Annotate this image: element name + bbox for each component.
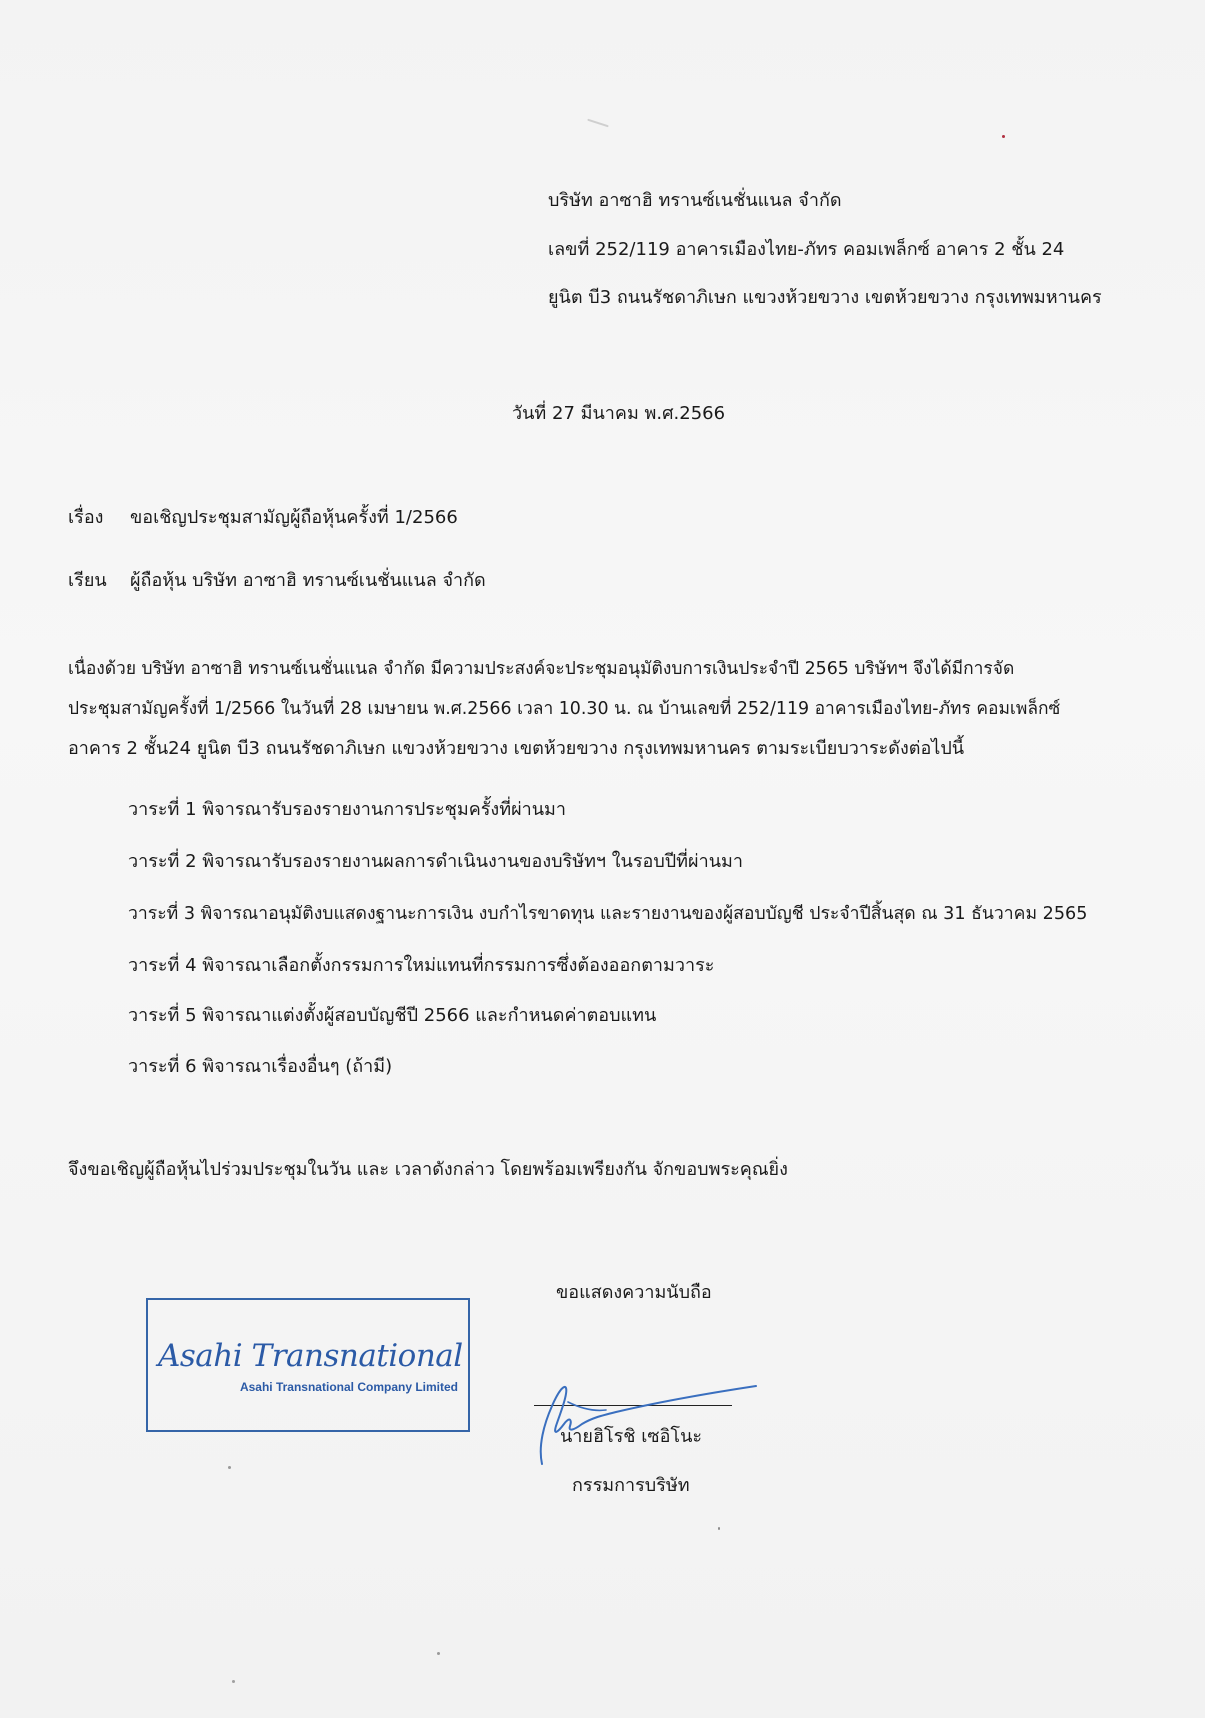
scan-speck <box>232 1680 235 1683</box>
recipient-label: เรียน <box>68 570 107 591</box>
company-name: บริษัท อาซาฮิ ทรานซ์เนชั่นแนล จำกัด <box>548 190 842 211</box>
stamp-company-name: Asahi Transnational <box>158 1338 463 1374</box>
recipient-line <box>68 570 486 592</box>
agenda-item-6: วาระที่ 6 พิจารณาเรื่องอื่นๆ (ถ้ามี) <box>128 1056 393 1077</box>
agenda-item-2: วาระที่ 2 พิจารณารับรองรายงานผลการดำเนินงานของบริษัทฯ ในรอบปีที่ผ่านมา <box>128 851 743 872</box>
address-line-2: ยูนิต บี3 ถนนรัชดาภิเษก แขวงห้วยขวาง เขตห้วยขวาง กรุงเทพมหานคร <box>548 287 1102 308</box>
letter-date: วันที่ 27 มีนาคม พ.ศ.2566 <box>512 403 726 424</box>
scan-speck <box>718 1527 720 1530</box>
scan-speck <box>1002 135 1005 138</box>
stamp-company-subtitle: Asahi Transnational Company Limited <box>239 1380 458 1394</box>
agenda-item-1: วาระที่ 1 พิจารณารับรองรายงานการประชุมครั้งที่ผ่านมา <box>128 799 567 820</box>
signature-icon <box>520 1366 770 1476</box>
subject-text: ขอเชิญประชุมสามัญผู้ถือหุ้นครั้งที่ 1/2566 <box>130 507 458 528</box>
scan-speck <box>228 1466 231 1469</box>
closing-sentence: จึงขอเชิญผู้ถือหุ้นไปร่วมประชุมในวัน และ เวลาดังกล่าว โดยพร้อมเพรียงกัน จักขอบพระคุณยิ่ง <box>68 1159 788 1180</box>
agenda-item-5: วาระที่ 5 พิจารณาแต่งตั้งผู้สอบบัญชีปี 2566 และกำหนดค่าตอบแทน <box>128 1005 657 1026</box>
body-line-1: เนื่องด้วย บริษัท อาซาฮิ ทรานซ์เนชั่นแนล จำกัด มีความประสงค์จะประชุมอนุมัติงบการเงินประจำปี 2565 บริษัทฯ จึงได้มีการจัด <box>68 659 1015 679</box>
signatory-title: กรรมการบริษัท <box>572 1475 690 1496</box>
address-line-1: เลขที่ 252/119 อาคารเมืองไทย-ภัทร คอมเพล็กซ์ อาคาร 2 ชั้น 24 <box>548 239 1065 260</box>
agenda-item-3: วาระที่ 3 พิจารณาอนุมัติงบแสดงฐานะการเงิน งบกำไรขาดทุน และรายงานของผู้สอบบัญชี ประจำปีสิ้นสุด ณ 31 ธันวาคม 2565 <box>128 904 1088 924</box>
agenda-item-4: วาระที่ 4 พิจารณาเลือกตั้งกรรมการใหม่แทนที่กรรมการซึ่งต้องออกตามวาระ <box>128 955 715 976</box>
subject-label: เรื่อง <box>68 507 104 528</box>
signatory-name: นายฮิโรชิ เซอิโนะ <box>560 1426 703 1447</box>
subject-line <box>68 507 458 529</box>
body-line-3: อาคาร 2 ชั้น24 ยูนิต บี3 ถนนรัชดาภิเษก แขวงห้วยขวาง เขตห้วยขวาง กรุงเทพมหานคร ตามระเบียบวาระดังต่อไปนี้ <box>68 738 965 759</box>
body-line-2: ประชุมสามัญครั้งที่ 1/2566 ในวันที่ 28 เมษายน พ.ศ.2566 เวลา 10.30 น. ณ บ้านเลขที่ 252/119 อาคารเมืองไทย-ภัทร คอมเพล็กซ์ <box>68 699 1061 719</box>
recipient-text: ผู้ถือหุ้น บริษัท อาซาฮิ ทรานซ์เนชั่นแนล จำกัด <box>130 570 486 591</box>
sign-off: ขอแสดงความนับถือ <box>556 1282 712 1303</box>
company-stamp <box>146 1298 470 1432</box>
scan-speck <box>437 1652 440 1655</box>
scan-mark <box>587 119 609 128</box>
